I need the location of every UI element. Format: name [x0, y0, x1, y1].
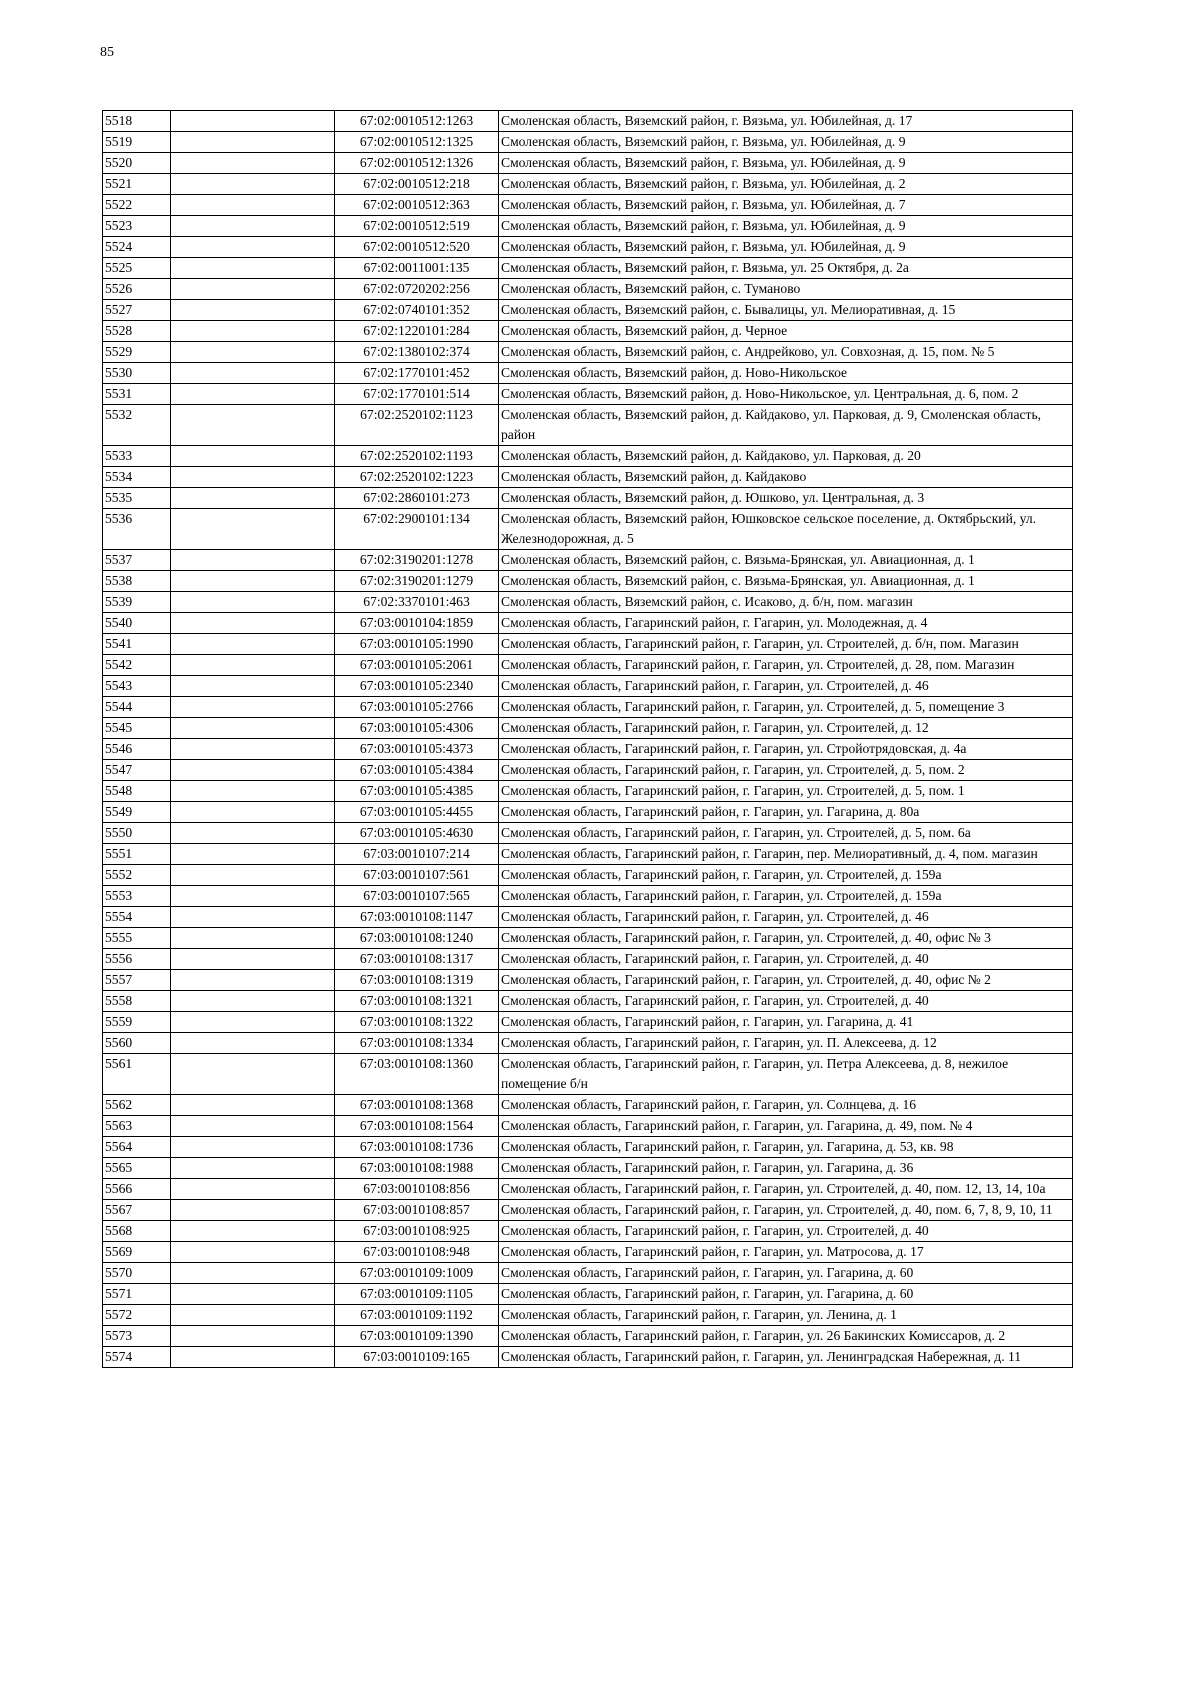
address-cell: Смоленская область, Гагаринский район, г. Гагарин, ул. Строителей, д. 5, помещение 3	[499, 697, 1073, 718]
address-cell: Смоленская область, Гагаринский район, г. Гагарин, ул. Гагарина, д. 80а	[499, 802, 1073, 823]
cadastral-number-cell: 67:03:0010109:1192	[335, 1305, 499, 1326]
row-number-cell: 5569	[103, 1242, 171, 1263]
empty-cell	[171, 781, 335, 802]
cadastral-number-cell: 67:03:0010108:1564	[335, 1116, 499, 1137]
address-cell: Смоленская область, Гагаринский район, г. Гагарин, ул. Строителей, д. 46	[499, 676, 1073, 697]
address-cell: Смоленская область, Гагаринский район, г. Гагарин, ул. Строителей, д. 40, пом. 12, 13, 14, 10а	[499, 1179, 1073, 1200]
empty-cell	[171, 384, 335, 405]
cadastral-number-cell: 67:03:0010109:1390	[335, 1326, 499, 1347]
table-row	[103, 342, 1073, 363]
table-row	[103, 1033, 1073, 1054]
row-number-cell: 5545	[103, 718, 171, 739]
row-number-cell: 5521	[103, 174, 171, 195]
row-number-cell: 5558	[103, 991, 171, 1012]
table-row	[103, 739, 1073, 760]
table-row	[103, 509, 1073, 550]
address-cell: Смоленская область, Гагаринский район, г. Гагарин, ул. Строителей, д. 40, офис № 2	[499, 970, 1073, 991]
address-cell: Смоленская область, Гагаринский район, г. Гагарин, ул. Строителей, д. 40	[499, 1221, 1073, 1242]
row-number-cell: 5526	[103, 279, 171, 300]
cadastral-number-cell: 67:02:1220101:284	[335, 321, 499, 342]
address-cell: Смоленская область, Вяземский район, с. Бывалицы, ул. Мелиоративная, д. 15	[499, 300, 1073, 321]
empty-cell	[171, 592, 335, 613]
row-number-cell: 5534	[103, 467, 171, 488]
cadastral-number-cell: 67:02:3190201:1279	[335, 571, 499, 592]
table-row	[103, 1200, 1073, 1221]
empty-cell	[171, 1054, 335, 1095]
table-row	[103, 613, 1073, 634]
table-row	[103, 907, 1073, 928]
empty-cell	[171, 991, 335, 1012]
cadastral-number-cell: 67:03:0010108:1736	[335, 1137, 499, 1158]
empty-cell	[171, 446, 335, 467]
empty-cell	[171, 132, 335, 153]
row-number-cell: 5518	[103, 111, 171, 132]
table-row	[103, 1179, 1073, 1200]
empty-cell	[171, 237, 335, 258]
address-cell: Смоленская область, Вяземский район, г. Вязьма, ул. Юбилейная, д. 9	[499, 237, 1073, 258]
cadastral-number-cell: 67:02:2860101:273	[335, 488, 499, 509]
table-row	[103, 488, 1073, 509]
empty-cell	[171, 739, 335, 760]
empty-cell	[171, 550, 335, 571]
table-row	[103, 781, 1073, 802]
address-cell: Смоленская область, Гагаринский район, г. Гагарин, ул. Строителей, д. 5, пом. 2	[499, 760, 1073, 781]
cadastral-number-cell: 67:02:2900101:134	[335, 509, 499, 550]
row-number-cell: 5556	[103, 949, 171, 970]
empty-cell	[171, 928, 335, 949]
table-row	[103, 571, 1073, 592]
table-row	[103, 174, 1073, 195]
row-number-cell: 5540	[103, 613, 171, 634]
table-row	[103, 216, 1073, 237]
table-row	[103, 258, 1073, 279]
cadastral-number-cell: 67:03:0010108:1240	[335, 928, 499, 949]
cadastral-number-cell: 67:03:0010105:4455	[335, 802, 499, 823]
table-row	[103, 760, 1073, 781]
table-row	[103, 634, 1073, 655]
address-cell: Смоленская область, Гагаринский район, г. Гагарин, ул. Строителей, д. б/н, пом. Магазин	[499, 634, 1073, 655]
empty-cell	[171, 258, 335, 279]
empty-cell	[171, 613, 335, 634]
cadastral-number-cell: 67:03:0010109:1009	[335, 1263, 499, 1284]
address-cell: Смоленская область, Гагаринский район, г. Гагарин, ул. 26 Бакинских Комиссаров, д. 2	[499, 1326, 1073, 1347]
empty-cell	[171, 1200, 335, 1221]
table-row	[103, 1012, 1073, 1033]
table-row	[103, 153, 1073, 174]
address-cell: Смоленская область, Гагаринский район, г. Гагарин, ул. Строителей, д. 28, пом. Магазин	[499, 655, 1073, 676]
row-number-cell: 5566	[103, 1179, 171, 1200]
address-cell: Смоленская область, Гагаринский район, г. Гагарин, ул. Солнцева, д. 16	[499, 1095, 1073, 1116]
table-row	[103, 1221, 1073, 1242]
address-cell: Смоленская область, Вяземский район, г. Вязьма, ул. Юбилейная, д. 7	[499, 195, 1073, 216]
empty-cell	[171, 1012, 335, 1033]
row-number-cell: 5555	[103, 928, 171, 949]
row-number-cell: 5543	[103, 676, 171, 697]
address-cell: Смоленская область, Гагаринский район, г. Гагарин, ул. П. Алексеева, д. 12	[499, 1033, 1073, 1054]
cadastral-number-cell: 67:03:0010107:565	[335, 886, 499, 907]
table-row	[103, 823, 1073, 844]
address-cell: Смоленская область, Гагаринский район, г. Гагарин, ул. Строителей, д. 5, пом. 1	[499, 781, 1073, 802]
address-cell: Смоленская область, Вяземский район, с. Туманово	[499, 279, 1073, 300]
row-number-cell: 5523	[103, 216, 171, 237]
table-row	[103, 949, 1073, 970]
row-number-cell: 5559	[103, 1012, 171, 1033]
empty-cell	[171, 865, 335, 886]
cadastral-number-cell: 67:03:0010105:4385	[335, 781, 499, 802]
empty-cell	[171, 1263, 335, 1284]
empty-cell	[171, 342, 335, 363]
address-cell: Смоленская область, Вяземский район, д. Кайдаково, ул. Парковая, д. 20	[499, 446, 1073, 467]
address-cell: Смоленская область, Вяземский район, г. Вязьма, ул. Юбилейная, д. 9	[499, 153, 1073, 174]
table-row	[103, 844, 1073, 865]
cadastral-number-cell: 67:02:2520102:1123	[335, 405, 499, 446]
empty-cell	[171, 697, 335, 718]
empty-cell	[171, 1116, 335, 1137]
address-cell: Смоленская область, Гагаринский район, г. Гагарин, ул. Ленина, д. 1	[499, 1305, 1073, 1326]
cadastral-number-cell: 67:02:0010512:520	[335, 237, 499, 258]
cadastral-number-cell: 67:02:0011001:135	[335, 258, 499, 279]
row-number-cell: 5548	[103, 781, 171, 802]
table-row	[103, 384, 1073, 405]
address-cell: Смоленская область, Вяземский район, г. Вязьма, ул. Юбилейная, д. 17	[499, 111, 1073, 132]
cadastral-number-cell: 67:03:0010105:4373	[335, 739, 499, 760]
row-number-cell: 5524	[103, 237, 171, 258]
empty-cell	[171, 949, 335, 970]
address-cell: Смоленская область, Гагаринский район, г. Гагарин, ул. Ленинградская Набережная, д. 11	[499, 1347, 1073, 1368]
row-number-cell: 5522	[103, 195, 171, 216]
row-number-cell: 5520	[103, 153, 171, 174]
cadastral-number-cell: 67:03:0010108:1321	[335, 991, 499, 1012]
row-number-cell: 5554	[103, 907, 171, 928]
row-number-cell: 5533	[103, 446, 171, 467]
address-cell: Смоленская область, Вяземский район, с. Вязьма-Брянская, ул. Авиационная, д. 1	[499, 550, 1073, 571]
cadastral-number-cell: 67:03:0010108:1319	[335, 970, 499, 991]
cadastral-number-cell: 67:03:0010107:561	[335, 865, 499, 886]
address-cell: Смоленская область, Гагаринский район, г. Гагарин, ул. Строителей, д. 40, офис № 3	[499, 928, 1073, 949]
table-row	[103, 655, 1073, 676]
table-row	[103, 300, 1073, 321]
empty-cell	[171, 195, 335, 216]
empty-cell	[171, 300, 335, 321]
row-number-cell: 5563	[103, 1116, 171, 1137]
cadastral-number-cell: 67:02:0720202:256	[335, 279, 499, 300]
table-row	[103, 550, 1073, 571]
cadastral-number-cell: 67:03:0010108:1368	[335, 1095, 499, 1116]
address-cell: Смоленская область, Гагаринский район, г. Гагарин, ул. Матросова, д. 17	[499, 1242, 1073, 1263]
row-number-cell: 5564	[103, 1137, 171, 1158]
row-number-cell: 5544	[103, 697, 171, 718]
table-row	[103, 321, 1073, 342]
empty-cell	[171, 1326, 335, 1347]
address-cell: Смоленская область, Вяземский район, г. Вязьма, ул. Юбилейная, д. 9	[499, 216, 1073, 237]
row-number-cell: 5525	[103, 258, 171, 279]
row-number-cell: 5529	[103, 342, 171, 363]
table-row	[103, 1305, 1073, 1326]
table-row	[103, 1095, 1073, 1116]
cadastral-number-cell: 67:03:0010108:1360	[335, 1054, 499, 1095]
table-row	[103, 1347, 1073, 1368]
table-row	[103, 363, 1073, 384]
cadastral-number-cell: 67:02:0010512:218	[335, 174, 499, 195]
table-row	[103, 697, 1073, 718]
address-cell: Смоленская область, Гагаринский район, г. Гагарин, ул. Гагарина, д. 53, кв. 98	[499, 1137, 1073, 1158]
address-cell: Смоленская область, Гагаринский район, г. Гагарин, ул. Гагарина, д. 60	[499, 1284, 1073, 1305]
table-row	[103, 1116, 1073, 1137]
cadastral-number-cell: 67:02:2520102:1223	[335, 467, 499, 488]
cadastral-number-cell: 67:03:0010105:4384	[335, 760, 499, 781]
cadastral-number-cell: 67:03:0010105:2766	[335, 697, 499, 718]
row-number-cell: 5519	[103, 132, 171, 153]
cadastral-number-cell: 67:03:0010105:4306	[335, 718, 499, 739]
empty-cell	[171, 718, 335, 739]
row-number-cell: 5536	[103, 509, 171, 550]
cadastral-number-cell: 67:03:0010108:1334	[335, 1033, 499, 1054]
table-row	[103, 446, 1073, 467]
address-cell: Смоленская область, Вяземский район, д. Черное	[499, 321, 1073, 342]
table-row	[103, 132, 1073, 153]
address-cell: Смоленская область, Гагаринский район, г. Гагарин, ул. Строителей, д. 159а	[499, 865, 1073, 886]
row-number-cell: 5572	[103, 1305, 171, 1326]
empty-cell	[171, 216, 335, 237]
row-number-cell: 5560	[103, 1033, 171, 1054]
cadastral-number-cell: 67:03:0010108:925	[335, 1221, 499, 1242]
empty-cell	[171, 488, 335, 509]
row-number-cell: 5531	[103, 384, 171, 405]
address-cell: Смоленская область, Гагаринский район, г. Гагарин, ул. Строителей, д. 12	[499, 718, 1073, 739]
empty-cell	[171, 970, 335, 991]
address-cell: Смоленская область, Гагаринский район, г. Гагарин, ул. Строителей, д. 5, пом. 6а	[499, 823, 1073, 844]
cadastral-number-cell: 67:02:3370101:463	[335, 592, 499, 613]
empty-cell	[171, 1347, 335, 1368]
address-cell: Смоленская область, Вяземский район, с. Вязьма-Брянская, ул. Авиационная, д. 1	[499, 571, 1073, 592]
empty-cell	[171, 363, 335, 384]
row-number-cell: 5546	[103, 739, 171, 760]
row-number-cell: 5542	[103, 655, 171, 676]
row-number-cell: 5573	[103, 1326, 171, 1347]
empty-cell	[171, 1284, 335, 1305]
cadastral-number-cell: 67:03:0010108:1988	[335, 1158, 499, 1179]
empty-cell	[171, 1305, 335, 1326]
empty-cell	[171, 321, 335, 342]
empty-cell	[171, 405, 335, 446]
empty-cell	[171, 111, 335, 132]
empty-cell	[171, 1158, 335, 1179]
empty-cell	[171, 467, 335, 488]
address-cell: Смоленская область, Гагаринский район, г. Гагарин, ул. Строителей, д. 40, пом. 6, 7, 8, 9, 10, 11	[499, 1200, 1073, 1221]
cadastral-number-cell: 67:03:0010108:1322	[335, 1012, 499, 1033]
address-cell: Смоленская область, Гагаринский район, г. Гагарин, ул. Молодежная, д. 4	[499, 613, 1073, 634]
cadastral-number-cell: 67:03:0010109:165	[335, 1347, 499, 1368]
row-number-cell: 5530	[103, 363, 171, 384]
cadastral-number-cell: 67:03:0010105:2061	[335, 655, 499, 676]
table-row	[103, 467, 1073, 488]
address-cell: Смоленская область, Вяземский район, д. Кайдаково, ул. Парковая, д. 9, Смоленская область, район	[499, 405, 1073, 446]
row-number-cell: 5538	[103, 571, 171, 592]
empty-cell	[171, 1137, 335, 1158]
address-cell: Смоленская область, Вяземский район, Юшковское сельское поселение, д. Октябрьский, ул. Железнодорожная, д. 5	[499, 509, 1073, 550]
address-cell: Смоленская область, Гагаринский район, г. Гагарин, пер. Мелиоративный, д. 4, пом. магазин	[499, 844, 1073, 865]
table-row	[103, 1137, 1073, 1158]
row-number-cell: 5532	[103, 405, 171, 446]
table-row	[103, 886, 1073, 907]
table-row	[103, 1263, 1073, 1284]
cadastral-number-cell: 67:03:0010108:856	[335, 1179, 499, 1200]
row-number-cell: 5570	[103, 1263, 171, 1284]
cadastral-number-cell: 67:03:0010108:1147	[335, 907, 499, 928]
row-number-cell: 5561	[103, 1054, 171, 1095]
cadastral-number-cell: 67:02:2520102:1193	[335, 446, 499, 467]
cadastral-number-cell: 67:03:0010104:1859	[335, 613, 499, 634]
address-cell: Смоленская область, Гагаринский район, г. Гагарин, ул. Гагарина, д. 36	[499, 1158, 1073, 1179]
table-row	[103, 279, 1073, 300]
empty-cell	[171, 153, 335, 174]
table-row	[103, 718, 1073, 739]
empty-cell	[171, 886, 335, 907]
address-cell: Смоленская область, Гагаринский район, г. Гагарин, ул. Строителей, д. 40	[499, 949, 1073, 970]
address-cell: Смоленская область, Вяземский район, г. Вязьма, ул. Юбилейная, д. 9	[499, 132, 1073, 153]
cadastral-number-cell: 67:03:0010107:214	[335, 844, 499, 865]
cadastral-number-cell: 67:02:0010512:1326	[335, 153, 499, 174]
table-row	[103, 195, 1073, 216]
row-number-cell: 5568	[103, 1221, 171, 1242]
empty-cell	[171, 676, 335, 697]
empty-cell	[171, 844, 335, 865]
cadastral-number-cell: 67:02:0010512:519	[335, 216, 499, 237]
row-number-cell: 5537	[103, 550, 171, 571]
empty-cell	[171, 907, 335, 928]
row-number-cell: 5527	[103, 300, 171, 321]
cadastral-number-cell: 67:03:0010109:1105	[335, 1284, 499, 1305]
address-cell: Смоленская область, Вяземский район, д. Кайдаково	[499, 467, 1073, 488]
row-number-cell: 5549	[103, 802, 171, 823]
address-cell: Смоленская область, Гагаринский район, г. Гагарин, ул. Гагарина, д. 49, пом. № 4	[499, 1116, 1073, 1137]
address-cell: Смоленская область, Вяземский район, с. Андрейково, ул. Совхозная, д. 15, пом. № 5	[499, 342, 1073, 363]
row-number-cell: 5557	[103, 970, 171, 991]
address-cell: Смоленская область, Вяземский район, г. Вязьма, ул. Юбилейная, д. 2	[499, 174, 1073, 195]
table-row	[103, 865, 1073, 886]
table-row	[103, 237, 1073, 258]
cadastral-number-cell: 67:03:0010105:2340	[335, 676, 499, 697]
empty-cell	[171, 1221, 335, 1242]
empty-cell	[171, 760, 335, 781]
table-row	[103, 111, 1073, 132]
table-row	[103, 970, 1073, 991]
address-cell: Смоленская область, Гагаринский район, г. Гагарин, ул. Петра Алексеева, д. 8, нежилое помещение б/н	[499, 1054, 1073, 1095]
row-number-cell: 5553	[103, 886, 171, 907]
cadastral-number-cell: 67:03:0010108:948	[335, 1242, 499, 1263]
table-row	[103, 1242, 1073, 1263]
empty-cell	[171, 509, 335, 550]
row-number-cell: 5565	[103, 1158, 171, 1179]
table-row	[103, 1326, 1073, 1347]
table-body	[103, 111, 1073, 1368]
address-cell: Смоленская область, Вяземский район, д. Ново-Никольское, ул. Центральная, д. 6, пом. 2	[499, 384, 1073, 405]
table-row	[103, 592, 1073, 613]
cadastral-number-cell: 67:03:0010108:857	[335, 1200, 499, 1221]
row-number-cell: 5547	[103, 760, 171, 781]
row-number-cell: 5535	[103, 488, 171, 509]
cadastral-number-cell: 67:02:1770101:514	[335, 384, 499, 405]
cadastral-number-cell: 67:02:0010512:1263	[335, 111, 499, 132]
row-number-cell: 5571	[103, 1284, 171, 1305]
table-row	[103, 405, 1073, 446]
address-cell: Смоленская область, Гагаринский район, г. Гагарин, ул. Стройотрядовская, д. 4а	[499, 739, 1073, 760]
empty-cell	[171, 279, 335, 300]
empty-cell	[171, 1095, 335, 1116]
cadastral-number-cell: 67:03:0010108:1317	[335, 949, 499, 970]
property-table	[102, 110, 1073, 1368]
cadastral-number-cell: 67:02:3190201:1278	[335, 550, 499, 571]
table-row	[103, 991, 1073, 1012]
cadastral-number-cell: 67:03:0010105:1990	[335, 634, 499, 655]
address-cell: Смоленская область, Гагаринский район, г. Гагарин, ул. Строителей, д. 46	[499, 907, 1073, 928]
table-row	[103, 1054, 1073, 1095]
cadastral-number-cell: 67:02:0740101:352	[335, 300, 499, 321]
row-number-cell: 5552	[103, 865, 171, 886]
empty-cell	[171, 655, 335, 676]
cadastral-number-cell: 67:02:0010512:1325	[335, 132, 499, 153]
address-cell: Смоленская область, Гагаринский район, г. Гагарин, ул. Гагарина, д. 60	[499, 1263, 1073, 1284]
empty-cell	[171, 1242, 335, 1263]
address-cell: Смоленская область, Гагаринский район, г. Гагарин, ул. Строителей, д. 40	[499, 991, 1073, 1012]
empty-cell	[171, 1033, 335, 1054]
empty-cell	[171, 802, 335, 823]
row-number-cell: 5551	[103, 844, 171, 865]
row-number-cell: 5541	[103, 634, 171, 655]
empty-cell	[171, 1179, 335, 1200]
empty-cell	[171, 634, 335, 655]
row-number-cell: 5539	[103, 592, 171, 613]
empty-cell	[171, 571, 335, 592]
cadastral-number-cell: 67:02:1380102:374	[335, 342, 499, 363]
row-number-cell: 5550	[103, 823, 171, 844]
address-cell: Смоленская область, Вяземский район, с. Исаково, д. б/н, пом. магазин	[499, 592, 1073, 613]
page-number: 85	[100, 45, 114, 60]
table-row	[103, 1158, 1073, 1179]
address-cell: Смоленская область, Гагаринский район, г. Гагарин, ул. Гагарина, д. 41	[499, 1012, 1073, 1033]
cadastral-number-cell: 67:02:0010512:363	[335, 195, 499, 216]
address-cell: Смоленская область, Вяземский район, д. Юшково, ул. Центральная, д. 3	[499, 488, 1073, 509]
table-row	[103, 928, 1073, 949]
address-cell: Смоленская область, Вяземский район, д. Ново-Никольское	[499, 363, 1073, 384]
address-cell: Смоленская область, Гагаринский район, г. Гагарин, ул. Строителей, д. 159а	[499, 886, 1073, 907]
row-number-cell: 5574	[103, 1347, 171, 1368]
row-number-cell: 5562	[103, 1095, 171, 1116]
empty-cell	[171, 174, 335, 195]
row-number-cell: 5528	[103, 321, 171, 342]
table-row	[103, 1284, 1073, 1305]
row-number-cell: 5567	[103, 1200, 171, 1221]
cadastral-number-cell: 67:02:1770101:452	[335, 363, 499, 384]
table-row	[103, 802, 1073, 823]
table-row	[103, 676, 1073, 697]
empty-cell	[171, 823, 335, 844]
cadastral-number-cell: 67:03:0010105:4630	[335, 823, 499, 844]
address-cell: Смоленская область, Вяземский район, г. Вязьма, ул. 25 Октября, д. 2а	[499, 258, 1073, 279]
